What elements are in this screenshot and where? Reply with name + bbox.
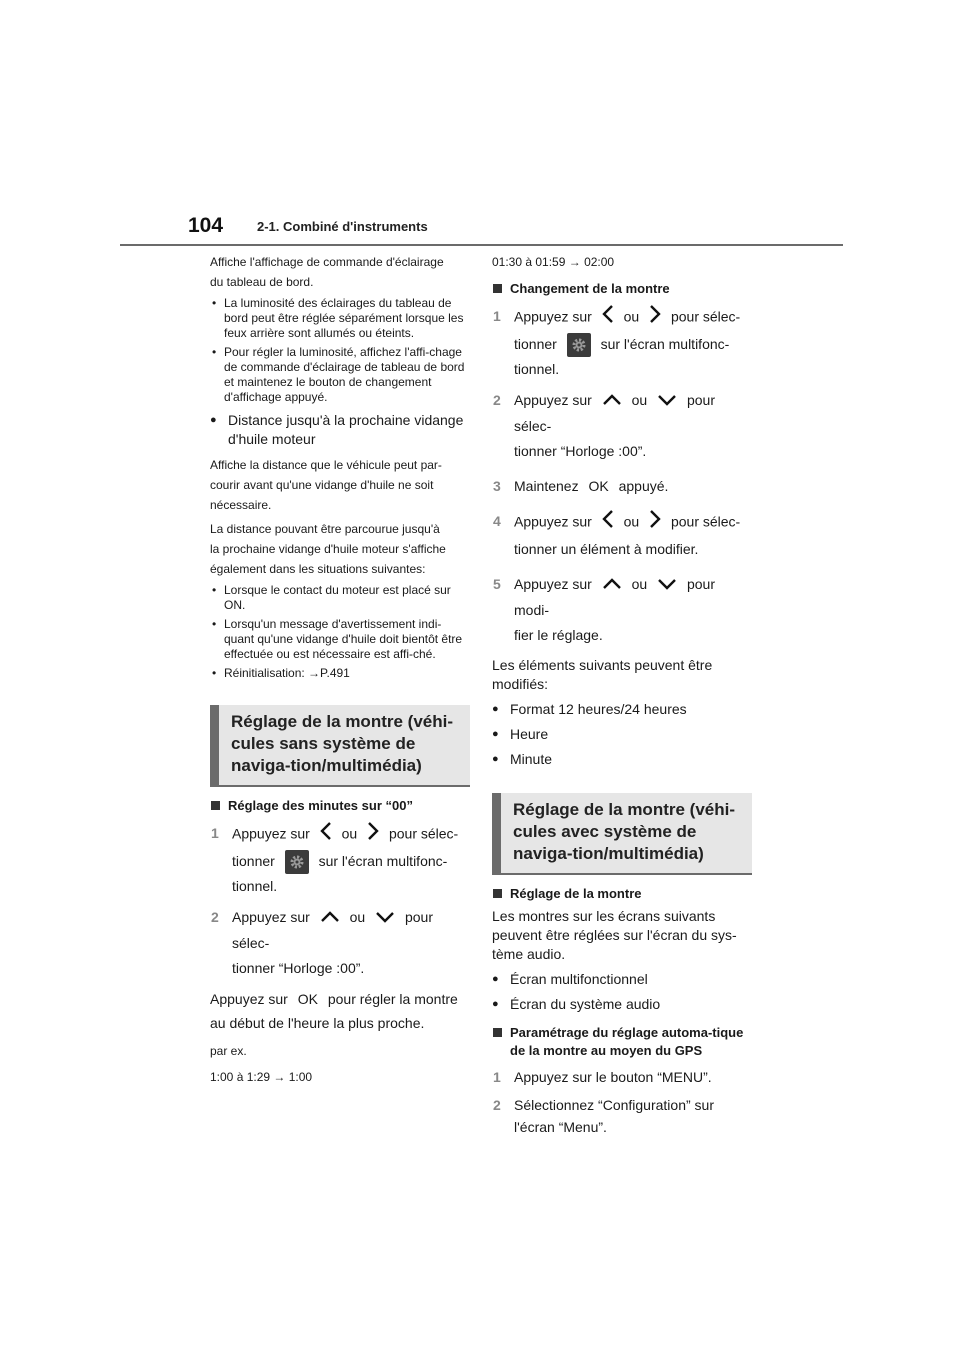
chevron-right-icon [367, 821, 379, 849]
step-3 [492, 474, 752, 499]
subheading: Paramétrage du réglage automa-tique de la montre au moyen du GPS [492, 1024, 752, 1060]
chevron-down-icon [657, 389, 677, 414]
step-number: 5 [493, 576, 501, 593]
step-text: pour modi- [514, 576, 715, 618]
list-item: ● Écran multifonctionnel [492, 970, 752, 989]
step-1 [492, 304, 752, 382]
text: Appuyez sur [210, 991, 288, 1008]
chevron-right-icon [649, 509, 661, 537]
step-text: pour sélec- [670, 308, 741, 325]
list-item: ● Écran du système audio [492, 995, 752, 1014]
step-text: pour sélec- [232, 909, 433, 952]
paragraph: la prochaine vidange d'huile moteur s'affiche [210, 542, 446, 556]
step-text: sur l'écran multifonc- [600, 336, 730, 352]
step-text: pour sélec- [670, 513, 741, 530]
step-2 [492, 1094, 752, 1138]
subheading: Changement de la montre [492, 280, 752, 298]
step-text: tionner [232, 853, 275, 869]
step-text: pour sélec- [388, 825, 459, 842]
paragraph: nécessaire. [210, 498, 272, 512]
step-number: 4 [493, 513, 501, 530]
text: pour régler la montre [327, 991, 458, 1008]
step-number: 3 [493, 478, 501, 495]
paragraph: également dans les situations suivantes: [210, 562, 426, 576]
step-text: ou [623, 308, 640, 325]
step-text: sur l'écran multifonc- [318, 853, 448, 869]
list-item: • Lorsqu'un message d'avertissement indi-quant qu'une vidange d'huile doit bientôt être effectuée ou est nécessaire est affi-ché. [210, 617, 470, 662]
gear-icon [567, 333, 591, 357]
step-text: ou [631, 576, 648, 593]
step-text: tionner [514, 336, 557, 352]
chevron-down-icon [657, 573, 677, 598]
step-text: appuyé. [618, 478, 669, 495]
step-1 [492, 1066, 752, 1088]
ok-icon: OK [297, 991, 318, 1008]
paragraph [210, 987, 470, 1035]
paragraph: Affiche l'affichage de commande d'éclairage [210, 255, 444, 269]
list-item: • Pour régler la luminosité, affichez l'affi-chage de commande d'éclairage de tableau de bord et maintenez le bouton de changement d'affichage appuyé. [210, 345, 470, 405]
list-item: • La luminosité des éclairages du tableau de bord peut être réglée séparément lorsque les feux arrière sont allumés ou éteints. [210, 296, 470, 341]
subheading: Réglage de la montre [492, 885, 752, 903]
chevron-up-icon [602, 573, 622, 598]
step-text: tionnel. [232, 878, 278, 895]
left-column [210, 252, 470, 1087]
step-text: tionner un élément à modifier. [514, 541, 699, 558]
section-box [492, 793, 752, 875]
step-text: Maintenez [514, 478, 579, 495]
paragraph: 1:00 à 1:29 → 1:00 [210, 1070, 313, 1085]
feature-heading: ● Distance jusqu'à la prochaine vidange d'huile moteur [210, 411, 470, 449]
chevron-up-icon [320, 906, 340, 931]
step-text: Appuyez sur [514, 308, 592, 325]
paragraph: La distance pouvant être parcourue jusqu'à [210, 522, 440, 536]
step-text: tionnel. [514, 361, 560, 378]
page-header [120, 210, 843, 246]
section-title: 2-1. Combiné d'instruments [257, 219, 428, 234]
step-text: ou [349, 909, 366, 926]
list-item: • Réinitialisation: →P.491 [210, 666, 470, 681]
step-text: tionner “Horloge :00”. [514, 443, 647, 460]
ok-icon: OK [588, 478, 609, 495]
chevron-up-icon [602, 389, 622, 414]
chevron-right-icon [649, 304, 661, 332]
list-item: • Lorsque le contact du moteur est placé sur ON. [210, 583, 470, 613]
right-column [492, 252, 752, 1138]
step-text: fier le réglage. [514, 626, 603, 643]
step-number: 1 [493, 308, 501, 324]
list-item: ● Minute [492, 750, 752, 769]
text: au début de l'heure la plus proche. [210, 1015, 425, 1032]
paragraph: par ex. [210, 1044, 247, 1059]
step-text: Appuyez sur [514, 513, 592, 530]
step-text: Appuyez sur [232, 909, 310, 926]
gear-icon [285, 850, 309, 874]
list-item: ● Format 12 heures/24 heures [492, 700, 752, 719]
paragraph: Affiche la distance que le véhicule peut par- [210, 458, 442, 472]
chevron-left-icon [320, 821, 332, 849]
paragraph: 01:30 à 01:59 → 02:00 [492, 255, 615, 269]
step-number: 2 [211, 909, 219, 926]
step-text: Appuyez sur le bouton “MENU”. [514, 1068, 712, 1085]
step-text: Appuyez sur [514, 392, 592, 409]
step-5 [492, 572, 752, 648]
step-text: tionner “Horloge :00”. [232, 960, 365, 977]
step-number: 2 [493, 392, 501, 409]
section-box-title: Réglage de la montre (véhi-cules sans système de naviga-tion/multimédia) [231, 712, 453, 775]
page-number: 104 [188, 214, 224, 237]
paragraph: courir avant qu'une vidange d'huile ne soit [210, 478, 434, 492]
step-2 [492, 388, 752, 464]
chevron-left-icon [602, 304, 614, 332]
paragraph: du tableau de bord. [210, 275, 314, 289]
section-box [210, 705, 470, 787]
list-item: ● Heure [492, 725, 752, 744]
step-number: 1 [211, 825, 219, 841]
paragraph: Les éléments suivants peuvent être modifiés: [492, 656, 713, 692]
step-number: 1 [493, 1068, 501, 1085]
step-text: Sélectionnez “Configuration” sur l'écran “Menu”. [514, 1096, 714, 1135]
paragraph: Les montres sur les écrans suivants peuvent être réglées sur l'écran du sys-tème audio. [492, 907, 737, 962]
step-4 [492, 509, 752, 562]
step-number: 2 [493, 1096, 501, 1113]
chevron-down-icon [375, 906, 395, 931]
step-text: ou [623, 513, 640, 530]
chevron-left-icon [602, 509, 614, 537]
subheading: Réglage des minutes sur “00” [210, 797, 470, 815]
step-text: Appuyez sur [514, 576, 592, 593]
step-text: Appuyez sur [232, 825, 310, 842]
step-2 [210, 905, 470, 981]
step-text: pour sélec- [514, 392, 715, 435]
section-box-title: Réglage de la montre (véhi-cules avec système de naviga-tion/multimédia) [513, 799, 735, 863]
step-text: ou [341, 825, 358, 842]
step-text: ou [631, 392, 648, 409]
step-1 [210, 821, 470, 899]
